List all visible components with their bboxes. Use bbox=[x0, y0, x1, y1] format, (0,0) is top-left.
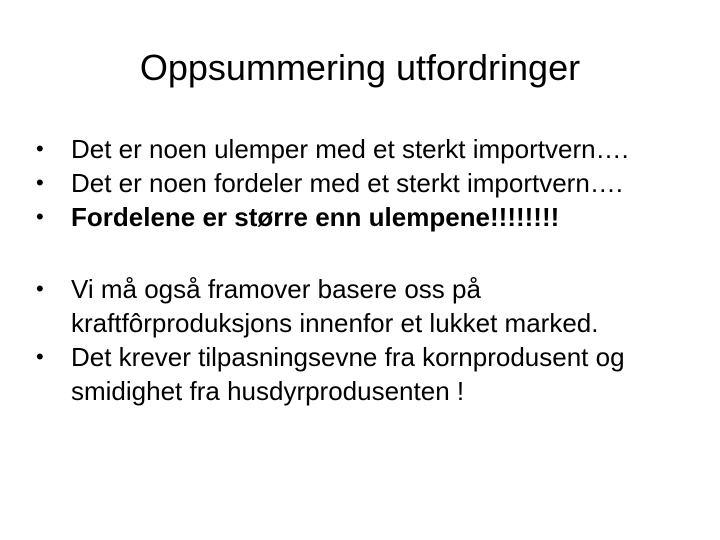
bullet-dot-icon: • bbox=[36, 344, 44, 369]
slide-title: Oppsummering utfordringer bbox=[139, 47, 581, 88]
bullet-text: Det er noen ulemper med et sterkt importvern…. bbox=[71, 134, 629, 164]
bullet-item bbox=[36, 340, 706, 408]
bullet-item bbox=[36, 166, 706, 200]
bullet-dot-icon: • bbox=[36, 276, 44, 301]
bullet-dot-icon: • bbox=[36, 170, 44, 195]
bullet-list bbox=[36, 132, 706, 408]
bullet-text: Det krever tilpasningsevne fra kornprodusent og smidighet fra husdyrprodusenten ! bbox=[71, 342, 625, 406]
bullet-text: Fordelene er større enn ulempene!!!!!!!! bbox=[71, 202, 560, 232]
bullet-text: Vi må også framover basere oss på kraftfôrproduksjons innenfor et lukket marked. bbox=[71, 274, 599, 338]
bullet-dot-icon: • bbox=[36, 136, 44, 161]
bullet-dot-icon: • bbox=[36, 204, 44, 229]
bullet-item bbox=[36, 272, 706, 340]
bullet-group-spacer bbox=[36, 234, 706, 272]
bullet-item bbox=[36, 132, 706, 166]
bullet-text: Det er noen fordeler med et sterkt importvern…. bbox=[71, 168, 624, 198]
bullet-item-emphasis bbox=[36, 200, 706, 234]
